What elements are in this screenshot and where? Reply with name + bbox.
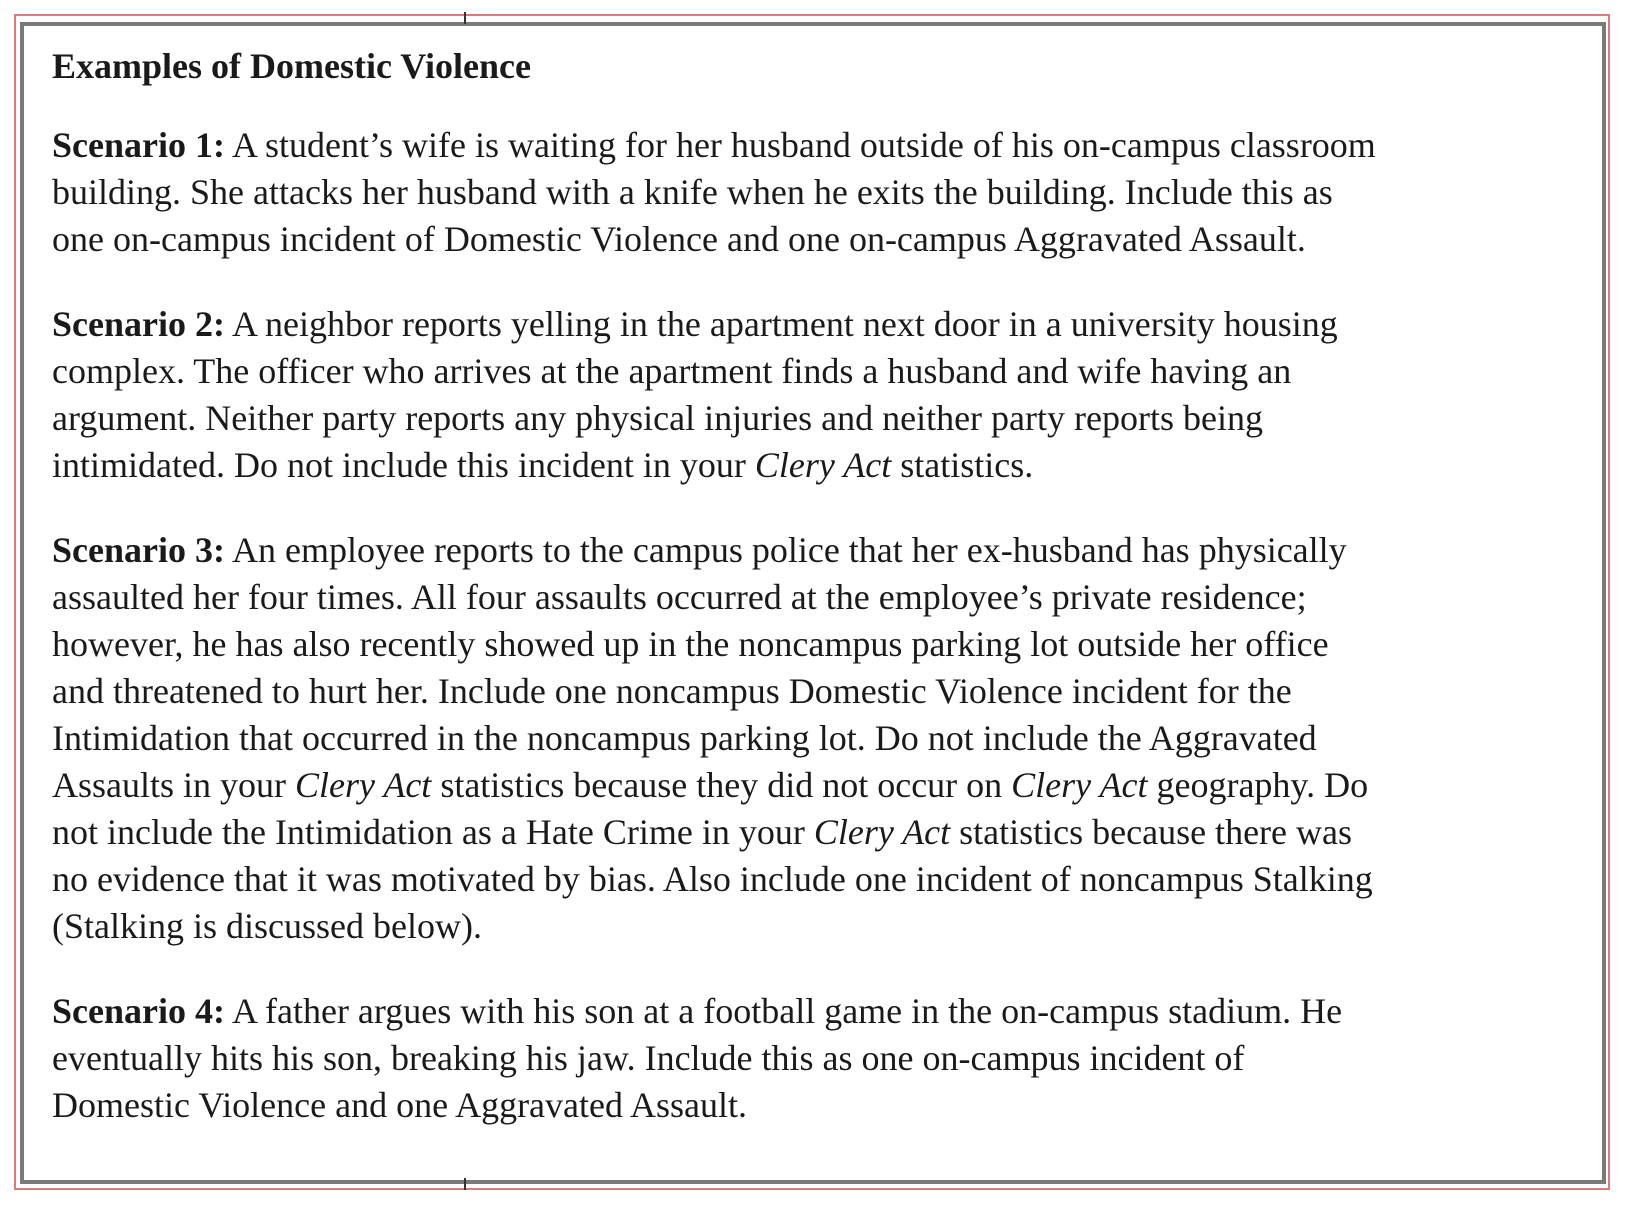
scenario-3-line-5: Intimidation that occurred in the noncampus parking lot. Do not include the Aggravated xyxy=(52,718,1317,758)
document-content xyxy=(52,42,1582,1167)
scenario-4-line-2: eventually hits his son, breaking his jaw. Include this as one on-campus incident of xyxy=(52,1038,1245,1078)
scenario-1-line-2: building. She attacks her husband with a knife when he exits the building. Include this as xyxy=(52,172,1333,212)
scenario-3 xyxy=(52,527,1582,950)
scenario-3-line-6-a: Assaults in your xyxy=(52,765,295,805)
scenario-2-line-1: A neighbor reports yelling in the apartment next door in a university housing xyxy=(231,304,1338,344)
bottom-tick-mark xyxy=(464,1178,466,1190)
scenario-1-line-3: one on-campus incident of Domestic Violence and one on-campus Aggravated Assault. xyxy=(52,219,1306,259)
scenario-1-line-1: A student’s wife is waiting for her husband outside of his on-campus classroom xyxy=(231,125,1376,165)
scenario-2-label: Scenario 2: xyxy=(52,304,225,344)
scenario-3-line-2: assaulted her four times. All four assaults occurred at the employee’s private residence; xyxy=(52,577,1307,617)
scenario-3-line-7-a: not include the Intimidation as a Hate Crime in your xyxy=(52,812,814,852)
scenario-2-line-3: argument. Neither party reports any physical injuries and neither party reports being xyxy=(52,398,1263,438)
scenario-4-line-3: Domestic Violence and one Aggravated Assault. xyxy=(52,1085,748,1125)
scenario-3-line-6-b: statistics because they did not occur on xyxy=(431,765,1012,805)
scenario-2-line-4-b: statistics. xyxy=(891,445,1034,485)
scenario-3-line-7-b: statistics because there was xyxy=(950,812,1352,852)
scenario-1-label: Scenario 1: xyxy=(52,125,225,165)
scenario-3-act-name-2: Clery Act xyxy=(1011,765,1148,805)
scenario-3-line-9: (Stalking is discussed below). xyxy=(52,906,482,946)
scenario-4-label: Scenario 4: xyxy=(52,991,225,1031)
scenario-4-line-1: A father argues with his son at a football game in the on-campus stadium. He xyxy=(231,991,1343,1031)
scenario-2-line-2: complex. The officer who arrives at the apartment finds a husband and wife having an xyxy=(52,351,1292,391)
scenario-3-line-6-c: geography. Do xyxy=(1147,765,1369,805)
scenario-2 xyxy=(52,301,1582,489)
scenario-3-act-name-1: Clery Act xyxy=(295,765,432,805)
scenario-1 xyxy=(52,122,1582,263)
scenario-3-line-1: An employee reports to the campus police that her ex-husband has physically xyxy=(231,530,1347,570)
scenario-2-line-4-a: intimidated. Do not include this incident in your xyxy=(52,445,755,485)
scenario-3-line-4: and threatened to hurt her. Include one noncampus Domestic Violence incident for the xyxy=(52,671,1292,711)
scenario-2-act-name: Clery Act xyxy=(754,445,892,485)
scenario-3-line-8: no evidence that it was motivated by bias. Also include one incident of noncampus Stalking xyxy=(52,859,1373,899)
scenario-3-label: Scenario 3: xyxy=(52,530,225,570)
scenario-4 xyxy=(52,988,1582,1129)
document-title: Examples of Domestic Violence xyxy=(52,46,531,86)
scenario-3-act-name-3: Clery Act xyxy=(813,812,951,852)
top-tick-mark xyxy=(464,12,466,24)
scenario-3-line-3: however, he has also recently showed up in the noncampus parking lot outside her office xyxy=(52,624,1329,664)
